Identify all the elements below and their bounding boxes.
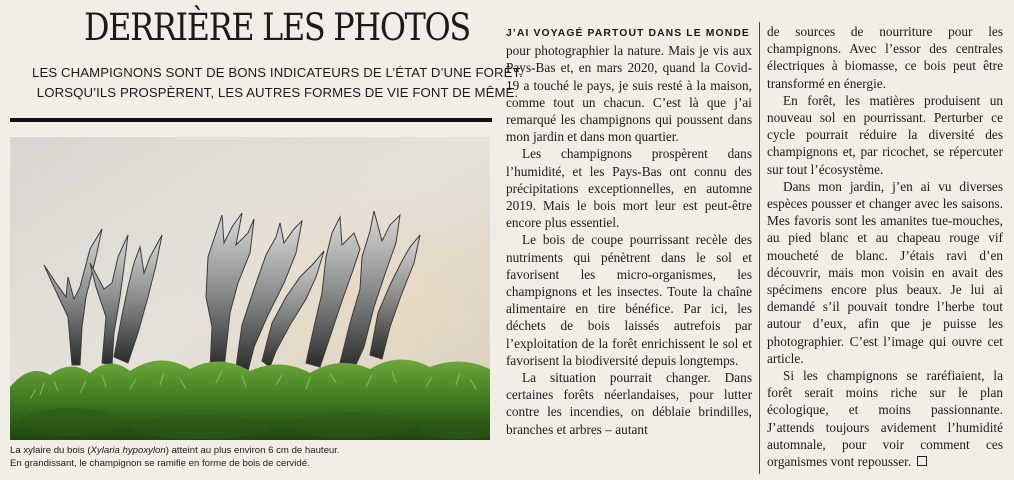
caption-line-2: En grandissant, le champignon se ramifie en forme de bois de cervidé. <box>10 458 310 469</box>
caption-species: Xylaria hypoxylon <box>90 445 166 456</box>
paragraph-7 <box>767 367 1003 470</box>
body-column-2 <box>767 23 1003 470</box>
title-rule <box>10 118 492 122</box>
paragraph-1-text: pour photographier la nature. Mais je vis aux Pays-Bas et, en mars 2020, quand la Covid-19 a touché le pays, je suis resté à la maison, comme tout un chacun. C’est là que j’ai remarqué les champignons qui poussent dans mon jardin et dans mon quartier. <box>506 43 752 145</box>
paragraph-2: Les champignons prospèrent dans l’humidité, et les Pays-Bas ont connu des précipitations exceptionnelles, en automne 2019. Mais le bois mort leur est peut-être encore plus essentiel. <box>506 146 752 231</box>
caption-text-a: La xylaire du bois ( <box>10 445 91 456</box>
article-title: DERRIÈRE LES PHOTOS <box>84 6 470 49</box>
lead-in: J’AI VOYAGÉ PARTOUT DANS LE MONDE <box>506 28 750 39</box>
mushroom-photo <box>10 137 490 440</box>
paragraph-3: Le bois de coupe pourrissant recèle des nutriments qui pénètrent dans le sol et favorisent les micro-organismes, les champignons et les insectes. Toute la chaîne alimentaire en tire bénéfice. Par ici, les déchets de bois laissés autrefois par l’exploitation de la forêt enrichissent le sol et favorisent la biodiversité depuis longtemps. <box>506 232 752 368</box>
end-of-article-icon <box>917 456 927 466</box>
dek-line-2: LORSQU’ILS PROSPÈRENT, LES AUTRES FORMES DE VIE FONT DE MÊME. <box>36 84 519 100</box>
photo-caption <box>10 444 500 470</box>
paragraph-7-text: Si les champignons se raréfiaient, la forêt serait moins riche sur le plan écologique, et moins passionnante. J’attends toujours avidement l’humidité automnale, pour voir comment ces organismes vont repousser. <box>767 368 1003 470</box>
paragraph-1 <box>506 23 752 145</box>
caption-text-b: ) atteint au plus environ 6 cm de hauteur. <box>165 445 340 456</box>
paragraph-4-continued: de sources de nourriture pour les champignons. Avec l’essor des centrales électriques à biomasse, ce bois peut être transformé en énergie. <box>767 24 1003 91</box>
caption-line-1 <box>10 444 500 457</box>
article-dek <box>0 63 555 102</box>
body-column-1 <box>506 23 752 438</box>
paragraph-4: La situation pourrait changer. Dans certaines forêts néerlandaises, pour lutter contre les incendies, on déblaie brindilles, branches et arbres – autant <box>506 370 752 437</box>
column-divider <box>759 22 760 474</box>
paragraph-6: Dans mon jardin, j’en ai vu diverses espèces pousser et changer avec les saisons. Mes favoris sont les amanites tue-mouches, au pied blanc et au chapeau rouge vif moucheté de blanc. J’étais ravi d’en découvrir, mais mon voisin en avait des spécimens encore plus beaux. Je lui ai demandé s’il pouvait tondre l’herbe tout autour d’eux, afin que je puisse les photographier. C’est l’image qui ouvre cet article. <box>767 178 1003 366</box>
paragraph-5: En forêt, les matières produisent un nouveau sol en pourrissant. Perturber ce cycle pourrait réduire la diversité des champignons et, par ricochet, se répercuter sur tout l’écosystème. <box>767 92 1003 177</box>
dek-line-1: LES CHAMPIGNONS SONT DE BONS INDICATEURS DE L’ÉTAT D’UNE FORÊT. <box>32 65 523 80</box>
